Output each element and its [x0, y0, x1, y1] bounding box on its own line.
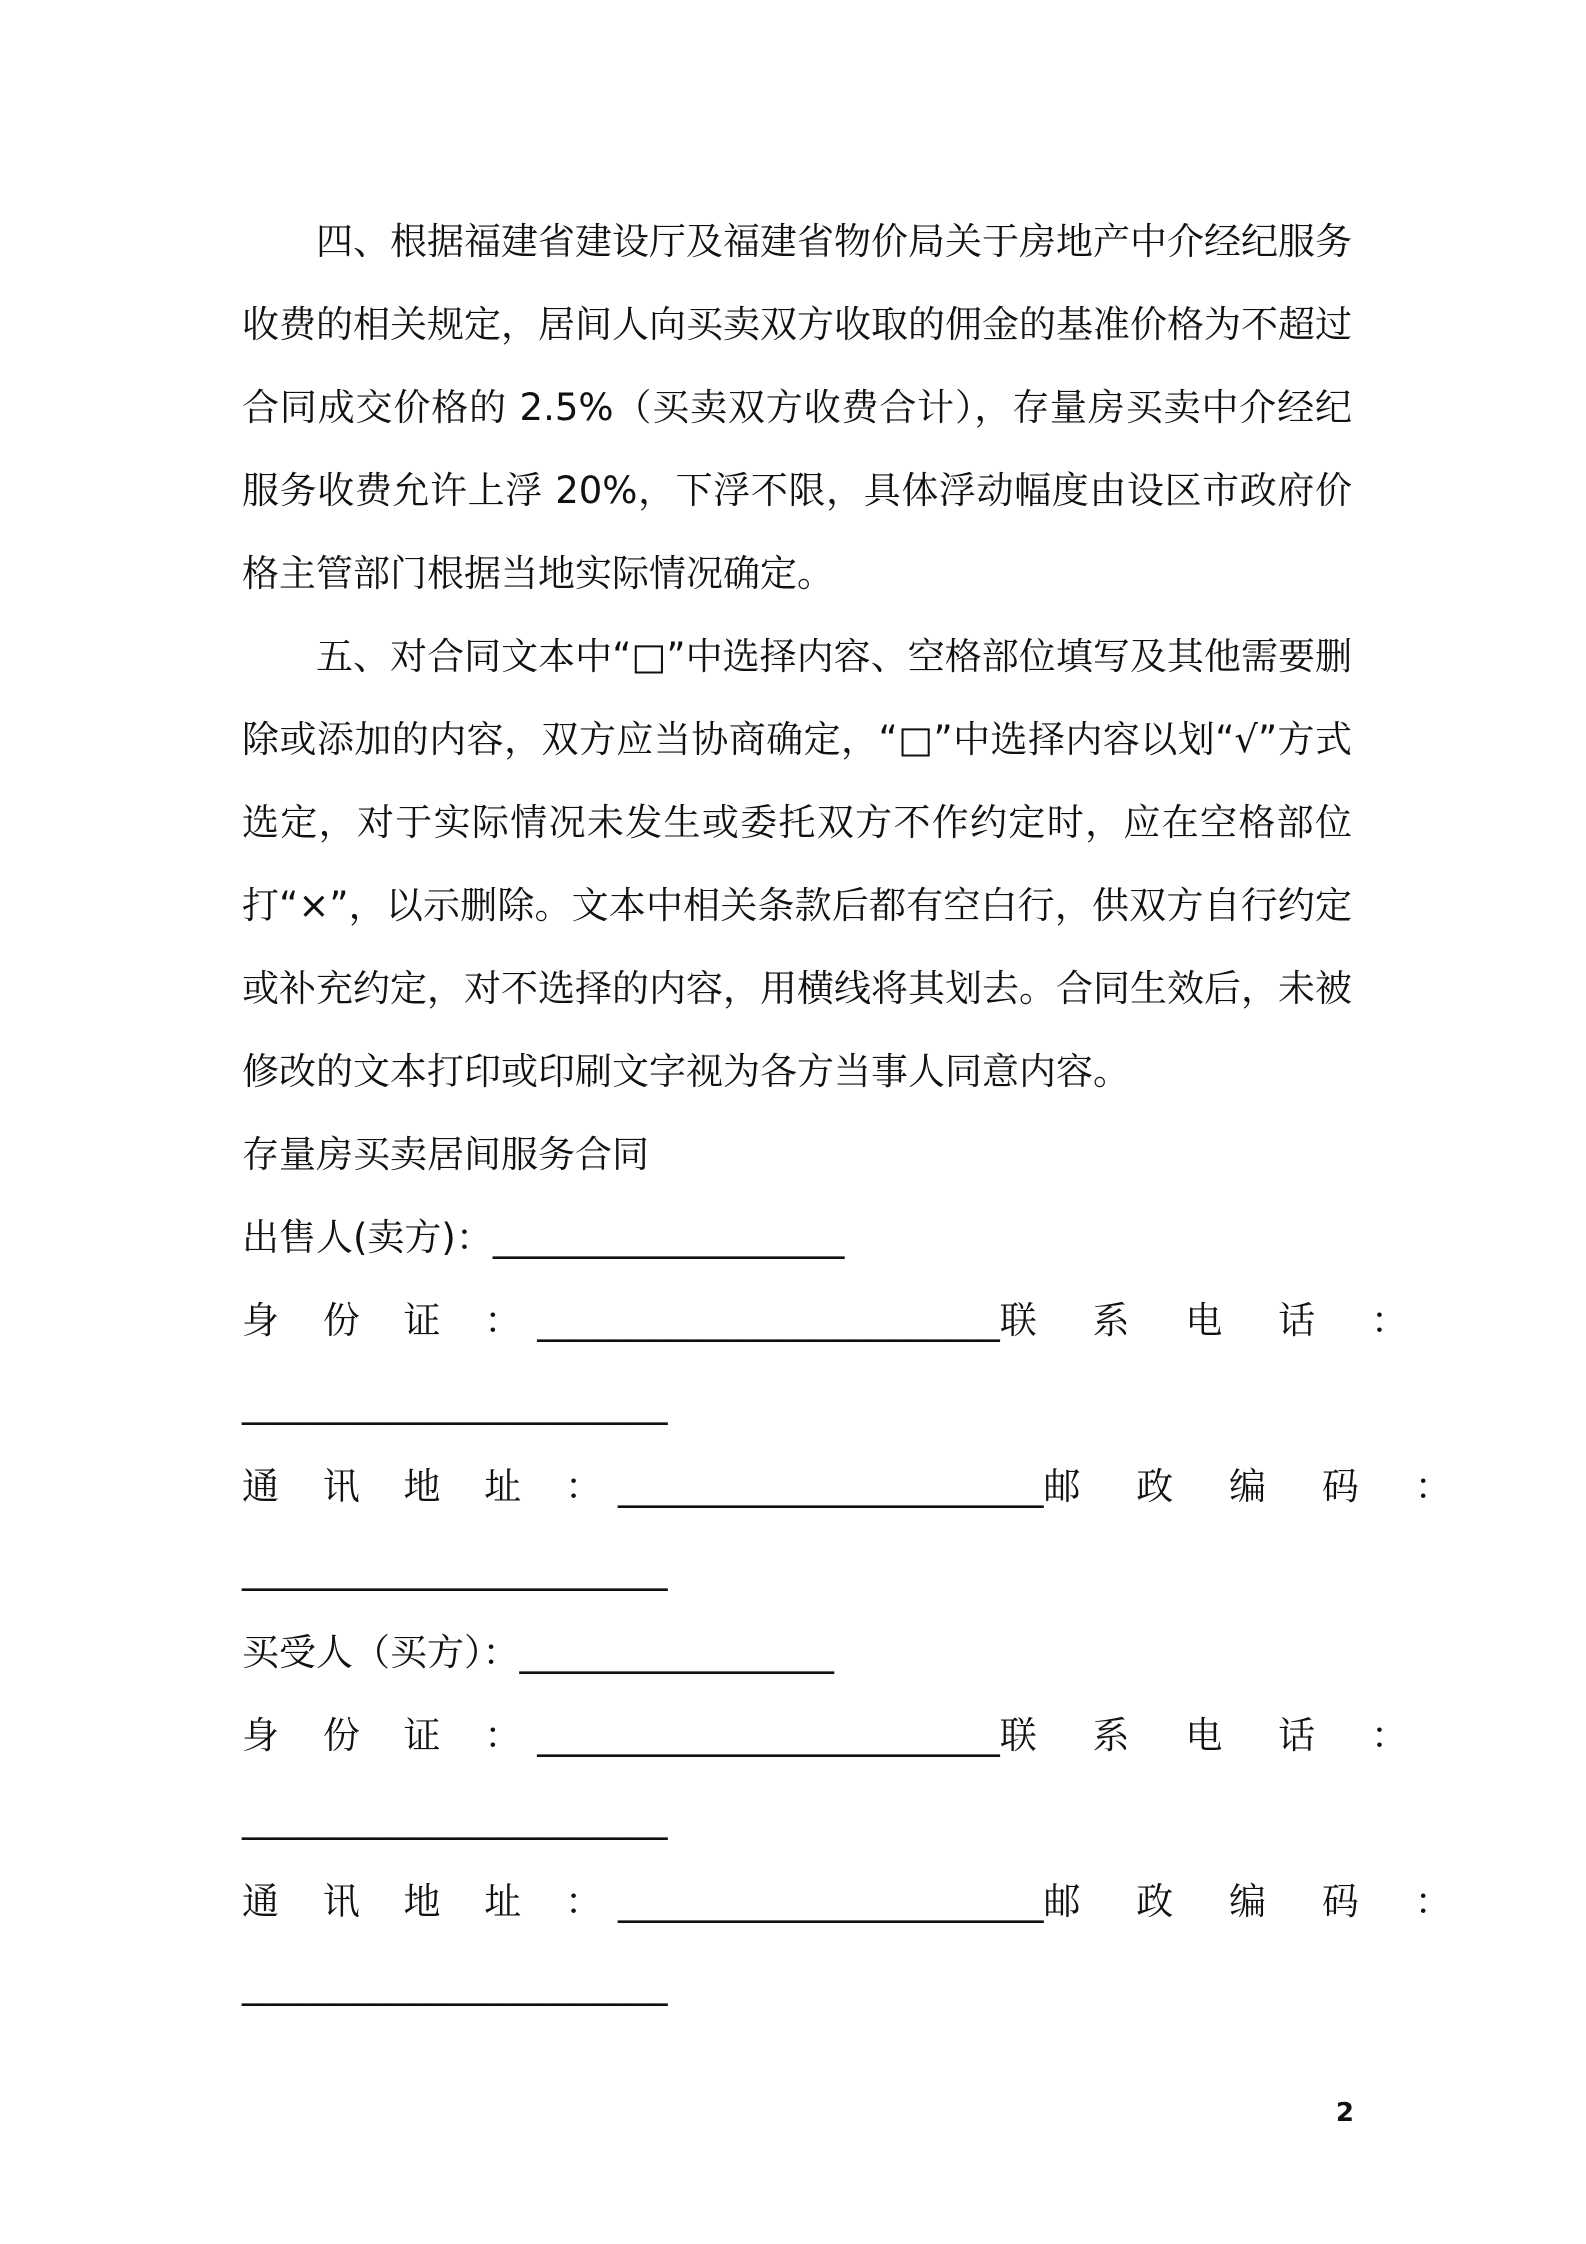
seller-postcode-label: 邮 政 编 码 ： [1043, 1465, 1474, 1508]
seller-blank: ___________________ [492, 1216, 845, 1259]
seller-postcode-blank: _______________________ [242, 1548, 668, 1591]
paragraph-fill-instructions: 五、对合同文本中“□”中选择内容、空格部位填写及其他需要删除或添加的内容，双方应当协商确定，“□”中选择内容以划“√”方式选定，对于实际情况未发生或委托双方不作约定时，应在空格部位打“×”，以示删除。文本中相关条款后都有空白行，供双方自行约定或补充约定，对不选择的内容，用横线将其划去。合同生效后，未被修改的文本打印或印刷文字视为各方当事人同意内容。 [242, 635, 1352, 1093]
seller-address-blank: _______________________ [618, 1465, 1044, 1508]
seller-phone-blank: _______________________ [242, 1382, 668, 1425]
buyer-postcode-label: 邮 政 编 码 ： [1043, 1880, 1474, 1923]
buyer-phone-label: 联 系 电 话 ： [999, 1714, 1430, 1757]
buyer-label: 买受人（买方）： [242, 1631, 520, 1674]
buyer-postcode-blank: _______________________ [242, 1963, 668, 2006]
seller-id-group [242, 1279, 1000, 1362]
buyer-id-label: 身 份 证 ： [242, 1714, 538, 1757]
buyer-id-row [242, 1694, 1430, 1777]
buyer-id-group [242, 1694, 1000, 1777]
buyer-phone-blank: _______________________ [242, 1797, 668, 1840]
document-page [242, 200, 1474, 2026]
seller-phone-label: 联 系 电 话 ： [999, 1299, 1430, 1342]
buyer-id-blank: _________________________ [537, 1714, 1000, 1757]
buyer-address-group [242, 1860, 1044, 1943]
seller-address-row [242, 1445, 1474, 1528]
seller-id-row [242, 1279, 1430, 1362]
page-number: 2 [1335, 2098, 1354, 2128]
contract-title: 存量房买卖居间服务合同 [242, 1133, 649, 1176]
seller-address-label: 通 讯 地 址 ： [242, 1465, 619, 1508]
seller-address-group [242, 1445, 1044, 1528]
buyer-address-row [242, 1860, 1474, 1943]
buyer-blank: _________________ [519, 1631, 834, 1674]
seller-label: 出售人(卖方)： [242, 1216, 493, 1259]
paragraph-fee-rules: 四、根据福建省建设厅及福建省物价局关于房地产中介经纪服务收费的相关规定，居间人向买卖双方收取的佣金的基准价格为不超过合同成交价格的 2.5%（买卖双方收费合计），存量房买卖中介经纪服务收费允许上浮 20%，下浮不限，具体浮动幅度由设区市政府价格主管部门根据当地实际情况确定。 [242, 220, 1352, 595]
buyer-line [242, 1611, 1352, 1694]
buyer-address-label: 通 讯 地 址 ： [242, 1880, 619, 1923]
buyer-address-blank: _______________________ [618, 1880, 1044, 1923]
seller-id-blank: _________________________ [537, 1299, 1000, 1342]
seller-line [242, 1196, 1352, 1279]
seller-id-label: 身 份 证 ： [242, 1299, 538, 1342]
